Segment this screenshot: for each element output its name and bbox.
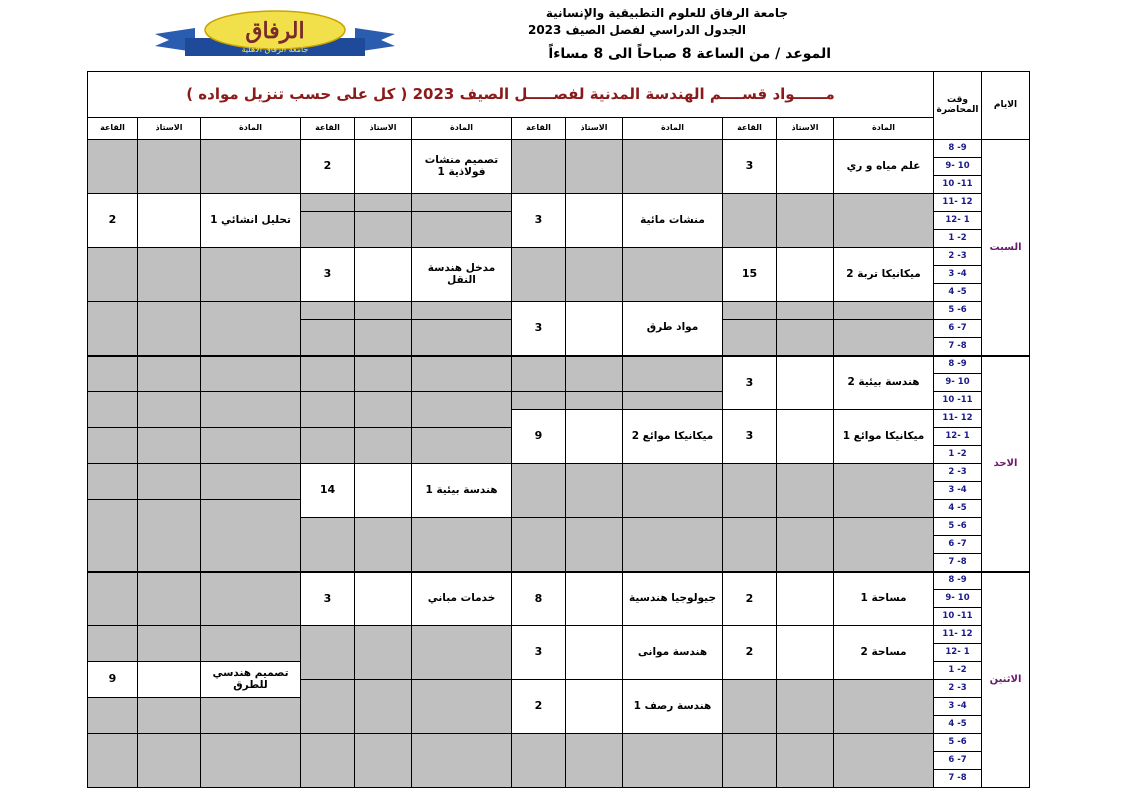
empty-cell <box>201 356 301 392</box>
empty-cell <box>723 734 777 788</box>
empty-cell <box>512 734 566 788</box>
empty-cell <box>512 392 566 410</box>
empty-cell <box>301 356 355 392</box>
empty-cell <box>201 734 301 788</box>
empty-cell <box>623 464 723 518</box>
empty-cell <box>88 356 138 392</box>
cell-subject: هندسة موانى <box>623 626 723 680</box>
time-slot: 7 -8 <box>934 770 982 788</box>
empty-cell <box>834 302 934 320</box>
empty-cell <box>512 464 566 518</box>
empty-cell <box>88 698 138 734</box>
time-slot: 11- 12 <box>934 626 982 644</box>
cell-room: 8 <box>512 572 566 626</box>
empty-cell <box>355 320 412 356</box>
empty-cell <box>777 518 834 572</box>
empty-cell <box>723 320 777 356</box>
cell-teacher <box>777 410 834 464</box>
empty-cell <box>138 698 201 734</box>
empty-cell <box>201 140 301 194</box>
cell-subject: هندسة بيئية 1 <box>412 464 512 518</box>
empty-cell <box>723 680 777 734</box>
empty-cell <box>138 140 201 194</box>
cell-teacher <box>777 248 834 302</box>
col-subject-2: المادة <box>623 118 723 140</box>
empty-cell <box>355 356 412 392</box>
empty-cell <box>566 734 623 788</box>
time-slot: 8 -9 <box>934 140 982 158</box>
time-slot: 8 -9 <box>934 572 982 590</box>
cell-room: 3 <box>512 194 566 248</box>
empty-cell <box>138 248 201 302</box>
empty-cell <box>512 356 566 392</box>
time-slot: 2 -3 <box>934 464 982 482</box>
empty-cell <box>301 734 355 788</box>
empty-cell <box>138 572 201 626</box>
time-slot: 10 -11 <box>934 176 982 194</box>
cell-teacher <box>777 626 834 680</box>
cell-room: 15 <box>723 248 777 302</box>
cell-teacher <box>566 572 623 626</box>
cell-room: 3 <box>723 356 777 410</box>
empty-cell <box>834 464 934 518</box>
schedule-timing: الموعد / من الساعة 8 صباحاً الى 8 مساءاً <box>548 46 831 62</box>
cell-subject: ميكانيكا موائع 2 <box>623 410 723 464</box>
empty-cell <box>88 392 138 428</box>
empty-cell <box>723 302 777 320</box>
cell-teacher <box>566 302 623 356</box>
empty-cell <box>412 356 512 392</box>
empty-cell <box>412 626 512 680</box>
time-slot: 5 -6 <box>934 518 982 536</box>
table-title: مــــــواد قســــم الهندسة المدنية لفصـــــل الصيف 2023 ( كل على حسب تنزيل مواده ) <box>88 72 934 118</box>
col-room-4: القاعة <box>88 118 138 140</box>
time-slot: 4 -5 <box>934 284 982 302</box>
time-slot: 11- 12 <box>934 410 982 428</box>
empty-cell <box>723 464 777 518</box>
time-slot: 3 -4 <box>934 698 982 716</box>
col-room-2: القاعة <box>512 118 566 140</box>
empty-cell <box>201 572 301 626</box>
empty-cell <box>301 320 355 356</box>
time-slot: 5 -6 <box>934 302 982 320</box>
empty-cell <box>355 626 412 680</box>
empty-cell <box>412 320 512 356</box>
col-subject-1: المادة <box>834 118 934 140</box>
col-teacher-1: الاستاذ <box>777 118 834 140</box>
cell-subject: تصميم منشات فولاذية 1 <box>412 140 512 194</box>
time-slot: 2 -3 <box>934 248 982 266</box>
empty-cell <box>138 392 201 428</box>
empty-cell <box>777 194 834 248</box>
cell-room: 2 <box>88 194 138 248</box>
time-slot: 12- 1 <box>934 644 982 662</box>
cell-teacher <box>355 140 412 194</box>
days-header: الايام <box>982 72 1030 140</box>
empty-cell <box>301 626 355 680</box>
empty-cell <box>301 212 355 248</box>
time-slot: 1 -2 <box>934 662 982 680</box>
empty-cell <box>566 356 623 392</box>
cell-teacher <box>777 140 834 194</box>
empty-cell <box>777 302 834 320</box>
schedule-subtitle: الجدول الدراسي لفصل الصيف 2023 <box>527 23 746 37</box>
cell-room: 3 <box>301 572 355 626</box>
cell-room: 3 <box>723 410 777 464</box>
cell-subject: مساحة 1 <box>834 572 934 626</box>
empty-cell <box>301 392 355 428</box>
col-room-1: القاعة <box>723 118 777 140</box>
cell-subject: تصميم هندسي للطرق <box>201 662 301 698</box>
cell-teacher <box>355 464 412 518</box>
empty-cell <box>412 680 512 734</box>
empty-cell <box>201 626 301 662</box>
empty-cell <box>301 428 355 464</box>
cell-room: 9 <box>512 410 566 464</box>
empty-cell <box>138 734 201 788</box>
cell-subject: خدمات مباني <box>412 572 512 626</box>
empty-cell <box>834 680 934 734</box>
university-logo <box>155 8 395 66</box>
empty-cell <box>88 500 138 572</box>
empty-cell <box>355 680 412 734</box>
time-slot: 4 -5 <box>934 500 982 518</box>
empty-cell <box>88 626 138 662</box>
empty-cell <box>88 140 138 194</box>
empty-cell <box>623 140 723 194</box>
day-label: الاثنين <box>982 572 1030 788</box>
time-slot: 9- 10 <box>934 374 982 392</box>
empty-cell <box>412 428 512 464</box>
empty-cell <box>834 518 934 572</box>
empty-cell <box>412 212 512 248</box>
empty-cell <box>512 248 566 302</box>
empty-cell <box>355 194 412 212</box>
empty-cell <box>834 320 934 356</box>
cell-room: 2 <box>512 680 566 734</box>
cell-subject: مدخل هندسة النقل <box>412 248 512 302</box>
time-slot: 3 -4 <box>934 482 982 500</box>
empty-cell <box>566 392 623 410</box>
empty-cell <box>777 320 834 356</box>
empty-cell <box>355 212 412 248</box>
cell-teacher <box>566 680 623 734</box>
time-slot: 5 -6 <box>934 734 982 752</box>
cell-subject: منشات مائية <box>623 194 723 248</box>
cell-room: 14 <box>301 464 355 518</box>
empty-cell <box>138 500 201 572</box>
empty-cell <box>355 518 412 572</box>
empty-cell <box>201 698 301 734</box>
empty-cell <box>201 464 301 500</box>
cell-subject: مساحة 2 <box>834 626 934 680</box>
time-slot: 8 -9 <box>934 356 982 374</box>
cell-room: 2 <box>723 626 777 680</box>
col-teacher-3: الاستاذ <box>355 118 412 140</box>
col-room-3: القاعة <box>301 118 355 140</box>
time-slot: 6 -7 <box>934 752 982 770</box>
time-slot: 2 -3 <box>934 680 982 698</box>
time-slot: 6 -7 <box>934 320 982 338</box>
empty-cell <box>201 392 301 428</box>
time-header: وقت المحاضرة <box>934 72 982 140</box>
empty-cell <box>834 194 934 248</box>
cell-teacher <box>777 356 834 410</box>
empty-cell <box>88 464 138 500</box>
col-subject-3: المادة <box>412 118 512 140</box>
empty-cell <box>623 356 723 392</box>
time-slot: 6 -7 <box>934 536 982 554</box>
empty-cell <box>355 428 412 464</box>
time-slot: 11- 12 <box>934 194 982 212</box>
empty-cell <box>623 734 723 788</box>
cell-room: 2 <box>301 140 355 194</box>
empty-cell <box>138 428 201 464</box>
schedule-table <box>87 71 1030 788</box>
cell-room: 9 <box>88 662 138 698</box>
empty-cell <box>512 140 566 194</box>
cell-subject: هندسة بيئية 2 <box>834 356 934 410</box>
empty-cell <box>138 626 201 662</box>
empty-cell <box>412 302 512 320</box>
cell-teacher <box>355 572 412 626</box>
empty-cell <box>88 248 138 302</box>
cell-teacher <box>566 410 623 464</box>
col-teacher-2: الاستاذ <box>566 118 623 140</box>
time-slot: 9- 10 <box>934 590 982 608</box>
empty-cell <box>355 734 412 788</box>
time-slot: 4 -5 <box>934 716 982 734</box>
empty-cell <box>301 680 355 734</box>
empty-cell <box>201 248 301 302</box>
cell-subject: هندسة رصف 1 <box>623 680 723 734</box>
empty-cell <box>512 518 566 572</box>
cell-subject: علم مياه و ري <box>834 140 934 194</box>
cell-subject: جيولوجيا هندسية <box>623 572 723 626</box>
time-slot: 3 -4 <box>934 266 982 284</box>
empty-cell <box>301 302 355 320</box>
empty-cell <box>777 464 834 518</box>
empty-cell <box>623 248 723 302</box>
empty-cell <box>88 572 138 626</box>
time-slot: 10 -11 <box>934 608 982 626</box>
logo-text: الرفاق <box>245 18 305 44</box>
col-teacher-4: الاستاذ <box>138 118 201 140</box>
empty-cell <box>88 428 138 464</box>
time-slot: 1 -2 <box>934 230 982 248</box>
empty-cell <box>566 518 623 572</box>
empty-cell <box>88 734 138 788</box>
empty-cell <box>623 392 723 410</box>
university-name: جامعة الرفاق للعلوم التطبيقية والإنسانية <box>545 6 788 20</box>
time-slot: 12- 1 <box>934 428 982 446</box>
time-slot: 1 -2 <box>934 446 982 464</box>
empty-cell <box>88 302 138 356</box>
cell-room: 3 <box>301 248 355 302</box>
cell-subject: تحليل انشائي 1 <box>201 194 301 248</box>
empty-cell <box>412 518 512 572</box>
empty-cell <box>566 248 623 302</box>
empty-cell <box>201 428 301 464</box>
day-label: الاحد <box>982 356 1030 572</box>
time-slot: 10 -11 <box>934 392 982 410</box>
empty-cell <box>301 518 355 572</box>
empty-cell <box>412 194 512 212</box>
cell-room: 3 <box>723 140 777 194</box>
empty-cell <box>723 194 777 248</box>
cell-teacher <box>566 194 623 248</box>
time-slot: 7 -8 <box>934 554 982 572</box>
empty-cell <box>301 194 355 212</box>
empty-cell <box>412 734 512 788</box>
empty-cell <box>566 140 623 194</box>
cell-room: 3 <box>512 302 566 356</box>
day-label: السبت <box>982 140 1030 356</box>
cell-subject: ميكانيكا موائع 1 <box>834 410 934 464</box>
time-slot: 7 -8 <box>934 338 982 356</box>
empty-cell <box>777 734 834 788</box>
empty-cell <box>777 680 834 734</box>
empty-cell <box>623 518 723 572</box>
cell-room: 3 <box>512 626 566 680</box>
empty-cell <box>355 302 412 320</box>
cell-teacher <box>355 248 412 302</box>
cell-room: 2 <box>723 572 777 626</box>
empty-cell <box>566 464 623 518</box>
empty-cell <box>138 356 201 392</box>
logo-subtext: جامعة الرفاق الاهلية <box>241 45 309 54</box>
empty-cell <box>723 518 777 572</box>
col-subject-4: المادة <box>201 118 301 140</box>
empty-cell <box>201 500 301 572</box>
cell-subject: ميكانيكا تربة 2 <box>834 248 934 302</box>
cell-teacher <box>566 626 623 680</box>
cell-teacher <box>138 194 201 248</box>
cell-subject: مواد طرق <box>623 302 723 356</box>
empty-cell <box>355 392 412 428</box>
time-slot: 9- 10 <box>934 158 982 176</box>
empty-cell <box>138 302 201 356</box>
cell-teacher <box>138 662 201 698</box>
empty-cell <box>834 734 934 788</box>
time-slot: 12- 1 <box>934 212 982 230</box>
cell-teacher <box>777 572 834 626</box>
empty-cell <box>201 302 301 356</box>
empty-cell <box>412 392 512 428</box>
empty-cell <box>138 464 201 500</box>
